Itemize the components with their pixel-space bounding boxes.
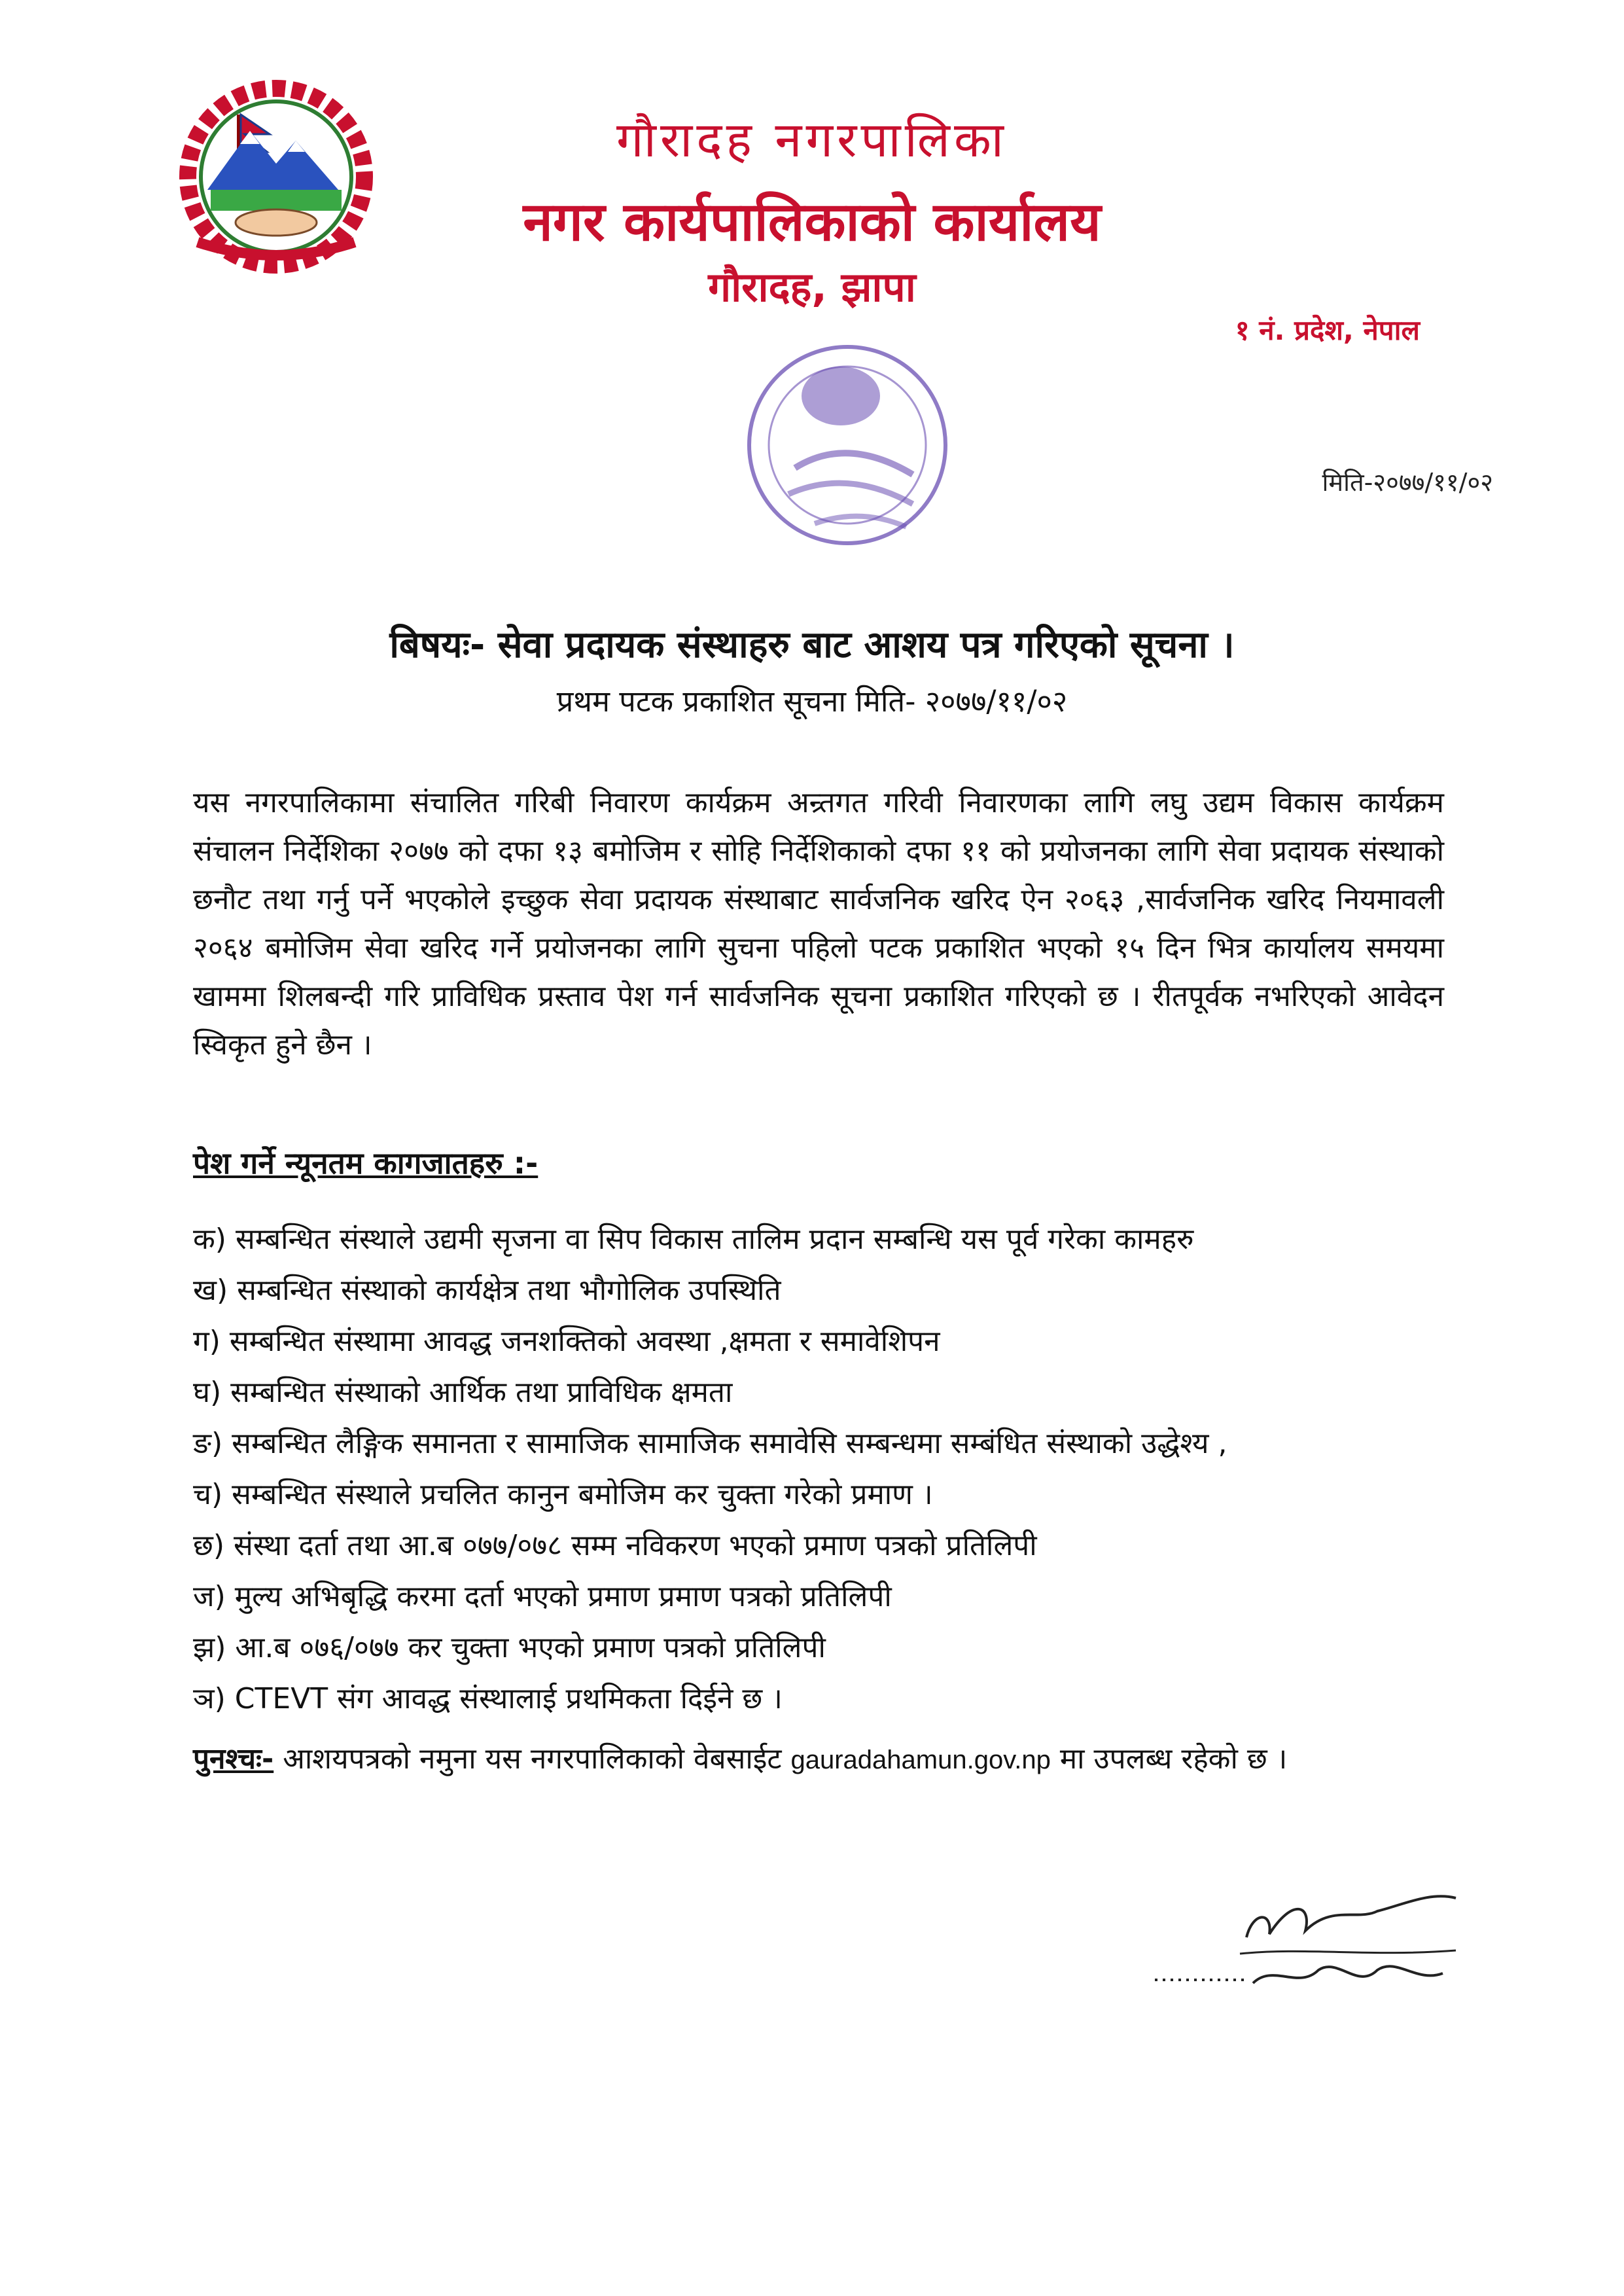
list-item: ङ) सम्बन्धित लैङ्गिक समानता र सामाजिक सामाजिक समावेसि सम्बन्धमा सम्बंधित संस्थाको उद्धेश्य , bbox=[193, 1427, 1227, 1460]
list-item: झ) आ.ब ०७६/०७७ कर चुक्ता भएको प्रमाण पत्रको प्रतिलिपी bbox=[193, 1631, 826, 1664]
postscript-note bbox=[193, 1738, 1287, 1777]
postscript-text-end: मा उपलब्ध रहेको छ । bbox=[1050, 1742, 1288, 1776]
postscript-label: पुनश्चः- bbox=[193, 1742, 274, 1776]
documents-heading: पेश गर्ने न्यूनतम कागजातहरु :- bbox=[193, 1145, 538, 1181]
list-item: ग) सम्बन्धित संस्थामा आवद्ध जनशक्तिको अवस्था ,क्षमता र समावेशिपन bbox=[193, 1325, 940, 1358]
publication-date-line: प्रथम पटक प्रकाशित सूचना मिति- २०७७/११/०२ bbox=[556, 684, 1068, 719]
office-stamp-icon bbox=[716, 337, 978, 553]
documents-list bbox=[193, 1214, 1227, 1725]
notice-date: मिति-२०७७/११/०२ bbox=[1322, 468, 1493, 497]
handwritten-signature-icon bbox=[1142, 1859, 1482, 2016]
list-item: घ) सम्बन्धित संस्थाको आर्थिक तथा प्राविधिक क्षमता bbox=[193, 1376, 733, 1409]
office-title: नगर कार्यपालिकाको कार्यालय bbox=[523, 191, 1101, 253]
municipality-name: गौरादह नगरपालिका bbox=[616, 112, 1008, 168]
office-location: गौरादह, झापा bbox=[708, 263, 916, 311]
list-item: च) सम्बन्धित संस्थाले प्रचलित कानुन बमोजिम कर चुक्ता गरेको प्रमाण । bbox=[193, 1478, 933, 1511]
list-item: क) सम्बन्धित संस्थाले उद्यमी सृजना वा सिप विकास तालिम प्रदान सम्बन्धि यस पूर्व गरेका कामहरु bbox=[193, 1223, 1194, 1256]
list-item: छ) संस्था दर्ता तथा आ.ब ०७७/०७८ सम्म नविकरण भएको प्रमाण पत्रको प्रतिलिपी bbox=[193, 1529, 1037, 1562]
list-item: ञ) CTEVT संग आवद्ध संस्थालाई प्रथमिकता दिईने छ । bbox=[193, 1682, 783, 1715]
province-label: १ नं. प्रदेश, नेपाल bbox=[1235, 314, 1420, 346]
website-link[interactable]: gauradahamun.gov.np bbox=[790, 1746, 1051, 1774]
postscript-text: आशयपत्रको नमुना यस नगरपालिकाको वेबसाईट bbox=[274, 1742, 791, 1776]
list-item: ख) सम्बन्धित संस्थाको कार्यक्षेत्र तथा भौगोलिक उपस्थिति bbox=[193, 1274, 781, 1307]
notice-body: यस नगरपालिकामा संचालित गरिबी निवारण कार्यक्रम अन्र्तगत गरिवी निवारणका लागि लघु उद्यम विकास कार्यक्रम संचालन निर्देशिका २०७७ को दफा १३ बमोजिम र सोहि निर्देशिकाको दफा ११ को प्रयोजनका लागि सेवा प्रदायक संस्थाको छनौट तथा गर्नु पर्ने भएकोले इच्छुक सेवा प्रदायक संस्थाबाट सार्वजनिक खरिद ऐन २०६३ ,सार्वजनिक खरिद नियमावली २०६४ बमोजिम सेवा खरिद गर्ने प्रयोजनका लागि सुचना पहिलो पटक प्रकाशित भएको १५ दिन भित्र कार्यालय समयमा खाममा शिलबन्दी गरि प्राविधिक प्रस्ताव पेश गर्न सार्वजनिक सूचना प्रकाशित गरिएको छ । रीतपूर्वक नभरिएको आवेदन स्विकृत हुने छैन । bbox=[193, 786, 1444, 1062]
notice-subject: बिषयः- सेवा प्रदायक संस्थाहरु बाट आशय पत्र गरिएको सूचना । bbox=[389, 624, 1235, 666]
list-item: ज) मुल्य अभिबृद्धि करमा दर्ता भएको प्रमाण प्रमाण पत्रको प्रतिलिपी bbox=[193, 1580, 892, 1613]
